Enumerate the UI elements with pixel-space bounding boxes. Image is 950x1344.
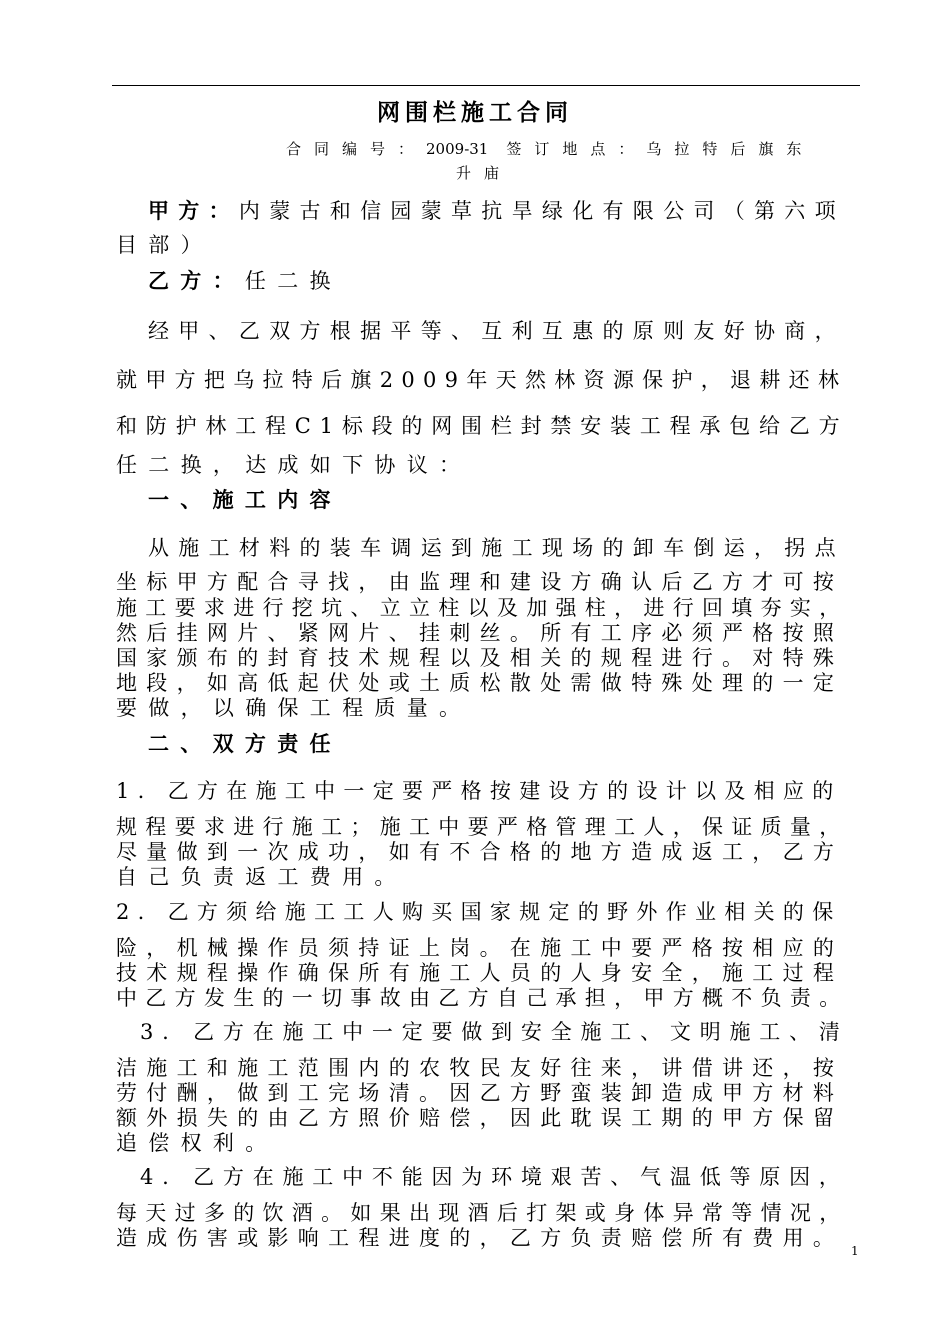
item1-line: 自己负责返工费用。 xyxy=(116,865,407,889)
section1-line: 国家颁布的封育技术规程以及相关的规程进行。对特殊 xyxy=(116,646,844,670)
document-title: 网围栏施工合同 xyxy=(377,99,573,126)
signing-place-label: 签订地点： xyxy=(506,140,647,158)
page-number: 1 xyxy=(851,1244,859,1258)
section1-line: 地段，如高低起伏处或土质松散处需做特殊处理的一定 xyxy=(116,671,844,695)
section1-line: 从施工材料的装车调运到施工现场的卸车倒运，拐点 xyxy=(148,536,845,560)
item1-line: 尽量做到一次成功，如有不合格的地方造成返工，乙方 xyxy=(116,840,844,864)
party-a-label: 甲方： xyxy=(148,198,239,223)
party-a-name: 内蒙古和信园蒙草抗旱绿化有限公司（第六项 xyxy=(238,199,845,223)
signing-place-continued: 升庙 xyxy=(456,164,513,182)
item2-line: 2. 乙方须给施工工人购买国家规定的野外作业相关的保 xyxy=(116,900,842,924)
section1-line: 要做，以确保工程质量。 xyxy=(116,696,472,720)
party-b-label: 乙方： xyxy=(148,268,245,293)
intro-line: 经甲、乙双方根据平等、互利互惠的原则友好协商， xyxy=(148,319,845,343)
section1-line: 施工要求进行挖坑、立立柱以及加强柱，进行回填夯实， xyxy=(116,596,849,620)
party-a-line xyxy=(148,198,852,224)
item2-line: 中乙方发生的一切事故由乙方自己承担，甲方概不负责。 xyxy=(116,986,849,1010)
party-b-line xyxy=(148,268,852,294)
item3-line: 3. 乙方在施工中一定要做到安全施工、文明施工、清 xyxy=(140,1020,849,1044)
section1-line: 然后挂网片、紧网片、挂刺丝。所有工序必须严格按照 xyxy=(116,621,844,645)
section-heading: 二、双方责任 xyxy=(148,731,342,756)
item1-line: 1. 乙方在施工中一定要严格按建设方的设计以及相应的 xyxy=(116,779,842,803)
section1-line: 坐标甲方配合寻找，由监理和建设方确认后乙方才可按 xyxy=(116,570,844,594)
item4-line: 4. 乙方在施工中不能因为环境艰苦、气温低等原因， xyxy=(140,1165,849,1189)
item1-line: 规程要求进行施工；施工中要严格管理工人，保证质量， xyxy=(116,815,849,839)
party-a-name-continued: 目部） xyxy=(116,233,213,257)
item3-line: 洁施工和施工范围内的农牧民友好往来，讲借讲还，按 xyxy=(116,1056,844,1080)
item4-line: 每天过多的饮酒。如果出现酒后打架或身体异常等情况， xyxy=(116,1201,849,1225)
item3-line: 劳付酬，做到工完场清。因乙方野蛮装卸造成甲方材料 xyxy=(116,1081,844,1105)
header-rule xyxy=(112,85,860,86)
party-b-name: 任二换 xyxy=(244,269,342,293)
intro-line: 任二换，达成如下协议： xyxy=(116,453,472,477)
intro-line: 和防护林工程C1标段的网围栏封禁安装工程承包给乙方 xyxy=(116,414,849,438)
contract-number: 2009-31 xyxy=(426,140,489,158)
contract-number-label: 合同编号： xyxy=(286,140,427,158)
contract-meta-line xyxy=(286,138,814,159)
section-heading: 一、施工内容 xyxy=(148,487,342,512)
item3-line: 追偿权利。 xyxy=(116,1131,278,1155)
item2-line: 技术规程操作确保所有施工人员的人身安全，施工过程 xyxy=(116,961,844,985)
item3-line: 额外损失的由乙方照价赔偿，因此耽误工期的甲方保留 xyxy=(116,1106,844,1130)
intro-line: 就甲方把乌拉特后旗2009年天然林资源保护，退耕还林 xyxy=(116,368,848,392)
signing-place: 乌拉特后旗东 xyxy=(646,140,815,158)
item2-line: 险，机械操作员须持证上岗。在施工中要严格按相应的 xyxy=(116,936,844,960)
item4-line: 造成伤害或影响工程进度的，乙方负责赔偿所有费用。 xyxy=(116,1226,844,1250)
